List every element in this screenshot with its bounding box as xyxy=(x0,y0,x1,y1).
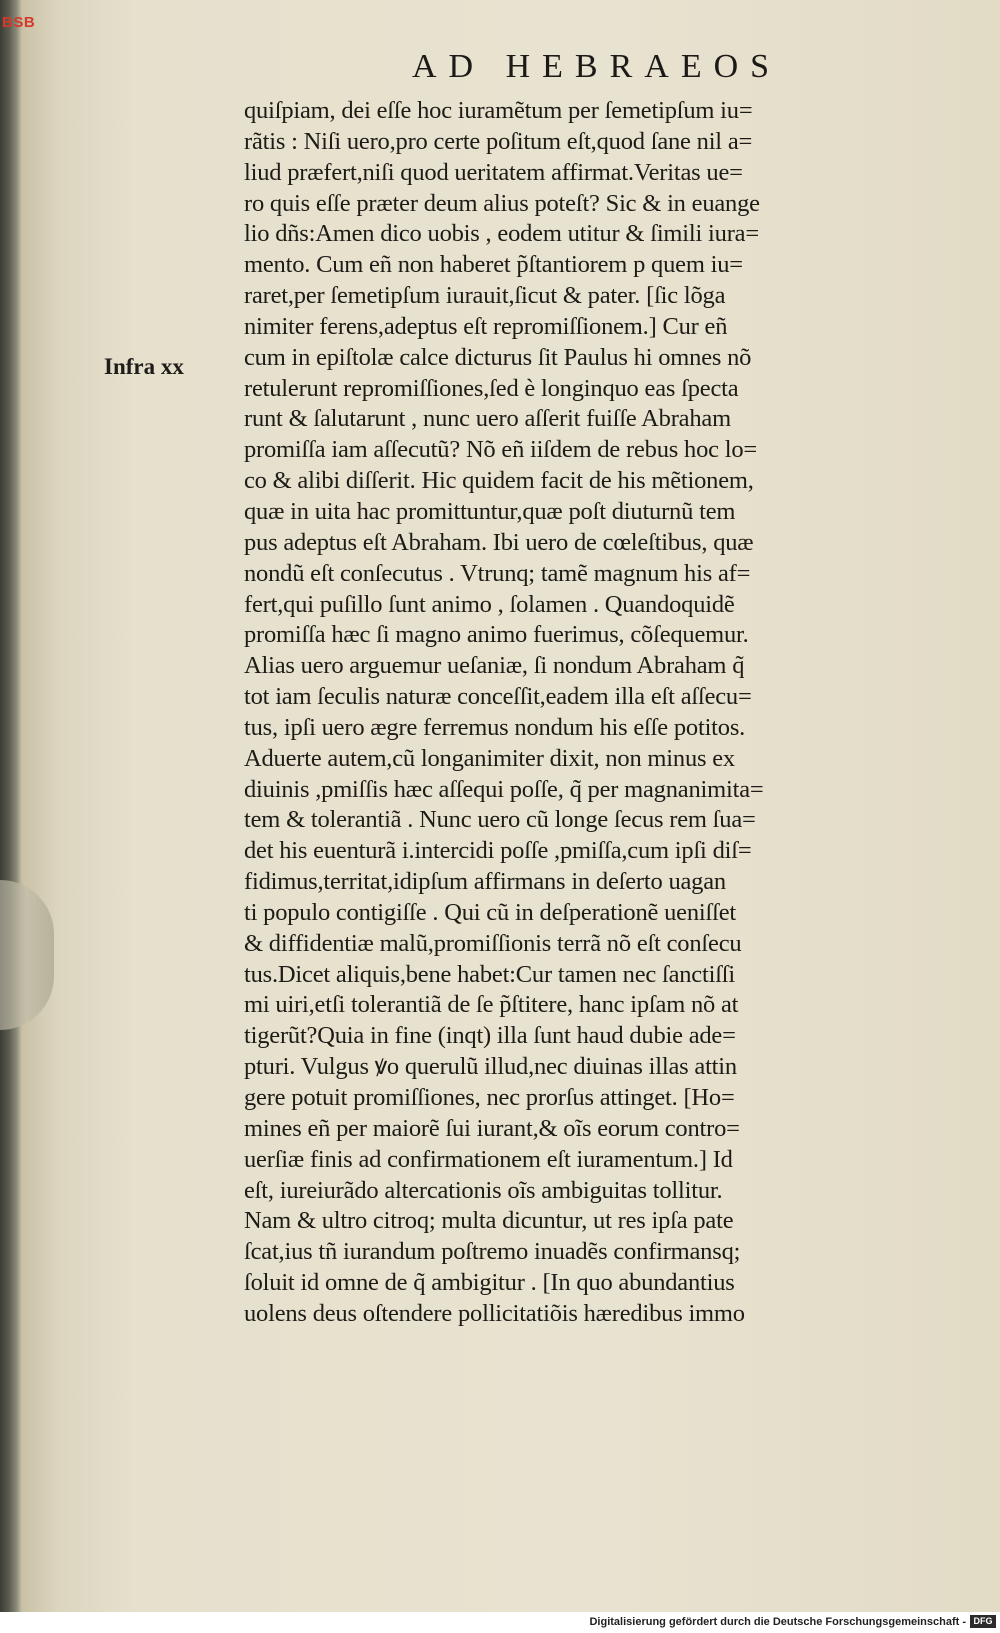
text-line: eſt, iureiurãdo altercationis oĩs ambiguitas tollitur. xyxy=(244,1176,723,1204)
text-line: diuinis ,pmiſſis hæc aſſequi poſſe, q̃ per magnanimita= xyxy=(244,775,764,803)
text-line: tigerũt?Quia in fine (inqt) illa ſunt haud dubie ade= xyxy=(244,1022,736,1050)
text-line: rãtis : Niſi uero,pro certe poſitum eſt,quod ſane nil a= xyxy=(244,127,753,155)
text-line: mines eñ per maiorẽ ſui iurant,& oĩs eorum contro= xyxy=(244,1114,740,1142)
text-line: ſoluit id omne de q̃ ambigitur . [In quo abundantius xyxy=(244,1269,735,1297)
text-line: promiſſa hæc ſi magno animo fuerimus, cõſequemur. xyxy=(244,621,749,649)
text-line: Alias uero arguemur ueſaniæ, ſi nondum Abraham q̃ xyxy=(244,652,745,680)
text-line: & diffidentiæ malũ,promiſſionis terrã nõ eſt conſecu xyxy=(244,929,742,957)
library-stamp: BSB xyxy=(2,14,36,31)
text-line: mi uiri,etſi tolerantiã de ſe p̃ſtitere, hanc ipſam nõ at xyxy=(244,991,739,1019)
text-line: quæ in uita hac promittuntur,quæ poſt diuturnũ tem xyxy=(244,497,736,525)
text-line: fidimus,territat,idipſum affirmans in deſerto uagan xyxy=(244,868,726,896)
text-line: gere potuit promiſſiones, nec prorſus attinget. [Ho= xyxy=(244,1084,735,1111)
text-line: pturi. Vulgus ꝟo querulũ illud,nec diuinas illas attin xyxy=(244,1053,737,1081)
dfg-logo: DFG xyxy=(970,1615,996,1628)
text-line: tot iam ſeculis naturæ conceſſit,eadem illa eſt aſſecu= xyxy=(244,683,752,711)
text-line: runt & ſalutarunt , nunc uero aſſerit fuiſſe Abraham xyxy=(244,405,731,433)
text-line: tus, ipſi uero ægre ferremus nondum his eſſe potitos. xyxy=(244,713,746,741)
text-line: uolens deus oſtendere pollicitatiõis hæredibus immo xyxy=(244,1299,745,1327)
text-line: liud præfert,niſi quod ueritatem affirmat.Veritas ue= xyxy=(244,158,743,186)
running-head: AD HEBRAEOS xyxy=(412,48,782,85)
text-line: Nam & ultro citroq; multa dicuntur, ut res ipſa pate xyxy=(244,1207,734,1235)
text-line: ti populo contigiſſe . Qui cũ in deſperationẽ ueniſſet xyxy=(244,898,737,926)
text-line: mento. Cum eñ non haberet p̃ſtantiorem p quem iu= xyxy=(244,251,743,279)
text-line: retulerunt repromiſſiones,ſed è longinquo eas ſpecta xyxy=(244,374,739,402)
body-text xyxy=(244,96,944,1330)
text-line: nondũ eſt conſecutus . Vtrunq; tamẽ magnum his af= xyxy=(244,559,751,587)
text-line: det his euenturã i.intercidi poſſe ,pmiſſa,cum ipſi diſ= xyxy=(244,837,752,865)
book-spine-edge xyxy=(0,0,22,1612)
text-line: uerſiæ finis ad confirmationem eſt iuramentum.] Id xyxy=(244,1145,733,1173)
text-line: quiſpiam, dei eſſe hoc iuramẽtum per ſemetipſum iu= xyxy=(244,97,753,124)
text-line: co & alibi diſſerit. Hic quidem facit de his mẽtionem, xyxy=(244,467,754,495)
text-line: ſcat,ius tñ iurandum poſtremo inuadẽs confirmansq; xyxy=(244,1238,741,1266)
text-line: pus adeptus eſt Abraham. Ibi uero de cœleſtibus, quæ xyxy=(244,528,754,556)
text-line: tem & tolerantiã . Nunc uero cũ longe ſecus rem ſua= xyxy=(244,806,756,834)
text-line: lio dñs:Amen dico uobis , eodem utitur & ſimili iura= xyxy=(244,220,759,248)
text-line: raret,per ſemetipſum iurauit,ſicut & pater. [ſic lõga xyxy=(244,282,726,310)
text-line: nimiter ferens,adeptus eſt repromiſſionem.] Cur eñ xyxy=(244,312,728,340)
text-line: ro quis eſſe præter deum alius poteſt? Sic & in euange xyxy=(244,189,760,217)
text-line: tus.Dicet aliquis,bene habet:Cur tamen nec ſanctiſſi xyxy=(244,960,736,988)
margin-note: Infra xx xyxy=(104,354,184,379)
text-line: Aduerte autem,cũ longanimiter dixit, non minus ex xyxy=(244,744,735,772)
text-line: fert,qui puſillo ſunt animo , ſolamen . Quandoquidẽ xyxy=(244,590,735,618)
text-line: promiſſa iam aſſecutũ? Nõ eñ iiſdem de rebus hoc lo= xyxy=(244,436,758,464)
text-line: cum in epiſtolæ calce dicturus ſit Paulus hi omnes nõ xyxy=(244,343,752,371)
footer-credit: Digitalisierung gefördert durch die Deutsche Forschungsgemeinschaft - xyxy=(589,1616,966,1628)
